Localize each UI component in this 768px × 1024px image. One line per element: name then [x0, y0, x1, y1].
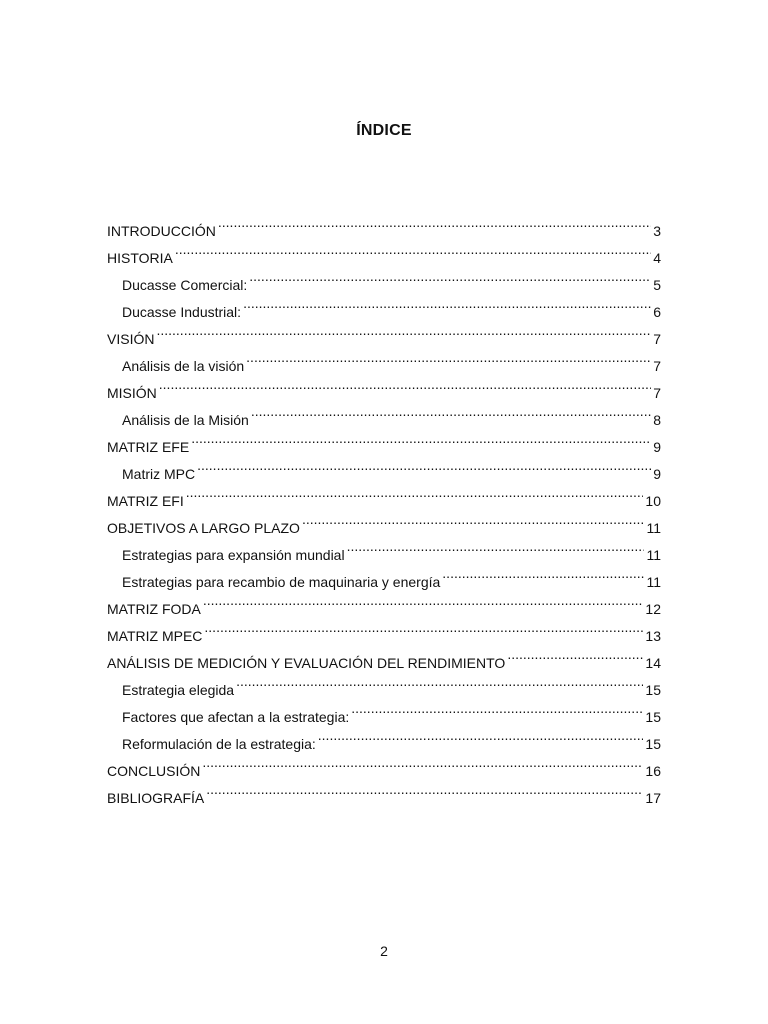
toc-entry-page: 9	[653, 466, 661, 482]
page-number: 2	[380, 943, 388, 959]
toc-leader-dots	[249, 263, 651, 290]
toc-entry[interactable]	[107, 479, 661, 509]
toc-entry[interactable]	[107, 209, 661, 239]
toc-leader-dots	[191, 425, 651, 452]
toc-entry-page: 15	[645, 709, 661, 725]
toc-entry-page: 7	[653, 331, 661, 347]
toc-entry-page: 12	[645, 601, 661, 617]
toc-leader-dots	[236, 668, 643, 695]
toc-entry-page: 11	[646, 547, 661, 563]
toc-entry-label: Factores que afectan a la estrategia:	[122, 709, 350, 725]
toc-entry-page: 7	[653, 385, 661, 401]
toc-leader-dots	[507, 641, 643, 668]
toc-entry-label: MATRIZ EFI	[107, 493, 184, 509]
toc-entry-page: 13	[645, 628, 661, 644]
toc-entry-page: 3	[653, 223, 661, 239]
toc-entry-page: 11	[646, 520, 661, 536]
toc-entry[interactable]	[107, 452, 661, 482]
toc-entry-page: 8	[653, 412, 661, 428]
toc-entry[interactable]	[107, 398, 661, 428]
toc-leader-dots	[251, 398, 651, 425]
toc-entry-page: 9	[653, 439, 661, 455]
toc-entry-page: 6	[653, 304, 661, 320]
toc-entry-label: CONCLUSIÓN	[107, 763, 201, 779]
toc-entry-label: MATRIZ FODA	[107, 601, 201, 617]
toc-entry-label: VISIÓN	[107, 331, 155, 347]
toc-entry-label: Estrategia elegida	[122, 682, 235, 698]
toc-leader-dots	[347, 533, 645, 560]
toc-entry-page: 4	[653, 250, 661, 266]
toc-entry-label: HISTORIA	[107, 250, 173, 266]
toc-entry-label: Ducasse Industrial:	[122, 304, 242, 320]
toc-entry-label: BIBLIOGRAFÍA	[107, 790, 205, 806]
toc-leader-dots	[246, 344, 651, 371]
toc-entry-page: 15	[645, 736, 661, 752]
toc-leader-dots	[206, 776, 643, 803]
toc-entry[interactable]	[107, 344, 661, 374]
toc-leader-dots	[442, 560, 644, 587]
toc-leader-dots	[218, 209, 651, 236]
toc-leader-dots	[318, 722, 644, 749]
toc-entry[interactable]	[107, 371, 661, 401]
toc-leader-dots	[159, 371, 651, 398]
toc-leader-dots	[197, 452, 651, 479]
toc-entry-label: Análisis de la visión	[122, 358, 245, 374]
toc-entry-label: Estrategias para recambio de maquinaria y energía	[122, 574, 441, 590]
toc-entry-label: Matriz MPC	[122, 466, 196, 482]
toc-entry-label: OBJETIVOS A LARGO PLAZO	[107, 520, 300, 536]
toc-entry[interactable]	[107, 506, 661, 536]
toc-entry-page: 10	[645, 493, 661, 509]
toc-entry-page: 15	[645, 682, 661, 698]
toc-entry-label: Estrategias para expansión mundial	[122, 547, 345, 563]
toc-entry-page: 5	[653, 277, 661, 293]
toc-leader-dots	[351, 695, 643, 722]
toc-entry-label: ANÁLISIS DE MEDICIÓN Y EVALUACIÓN DEL RENDIMIENTO	[107, 655, 506, 671]
toc-entry[interactable]	[107, 236, 661, 266]
toc-leader-dots	[243, 290, 651, 317]
toc-entry-label: MATRIZ MPEC	[107, 628, 203, 644]
toc-entry-label: MISIÓN	[107, 385, 157, 401]
toc-leader-dots	[204, 614, 643, 641]
toc-entry[interactable]	[107, 263, 661, 293]
toc-entry-page: 14	[645, 655, 661, 671]
toc-entry-label: INTRODUCCIÓN	[107, 223, 216, 239]
toc-entry-label: Análisis de la Misión	[122, 412, 249, 428]
toc-entry[interactable]	[107, 317, 661, 347]
toc-entry-label: MATRIZ EFE	[107, 439, 190, 455]
toc-entry-label: Reformulación de la estrategia:	[122, 736, 316, 752]
toc-entry-page: 11	[646, 574, 661, 590]
toc-entry-page: 17	[645, 790, 661, 806]
page-title: ÍNDICE	[356, 122, 412, 139]
toc-entry-page: 16	[645, 763, 661, 779]
toc-leader-dots	[156, 317, 651, 344]
toc-leader-dots	[202, 749, 643, 776]
toc-leader-dots	[175, 236, 651, 263]
toc-leader-dots	[203, 587, 644, 614]
toc-leader-dots	[302, 506, 645, 533]
toc-entry-page: 7	[653, 358, 661, 374]
toc-leader-dots	[186, 479, 644, 506]
toc-entry-label: Ducasse Comercial:	[122, 277, 248, 293]
table-of-contents	[107, 209, 661, 806]
